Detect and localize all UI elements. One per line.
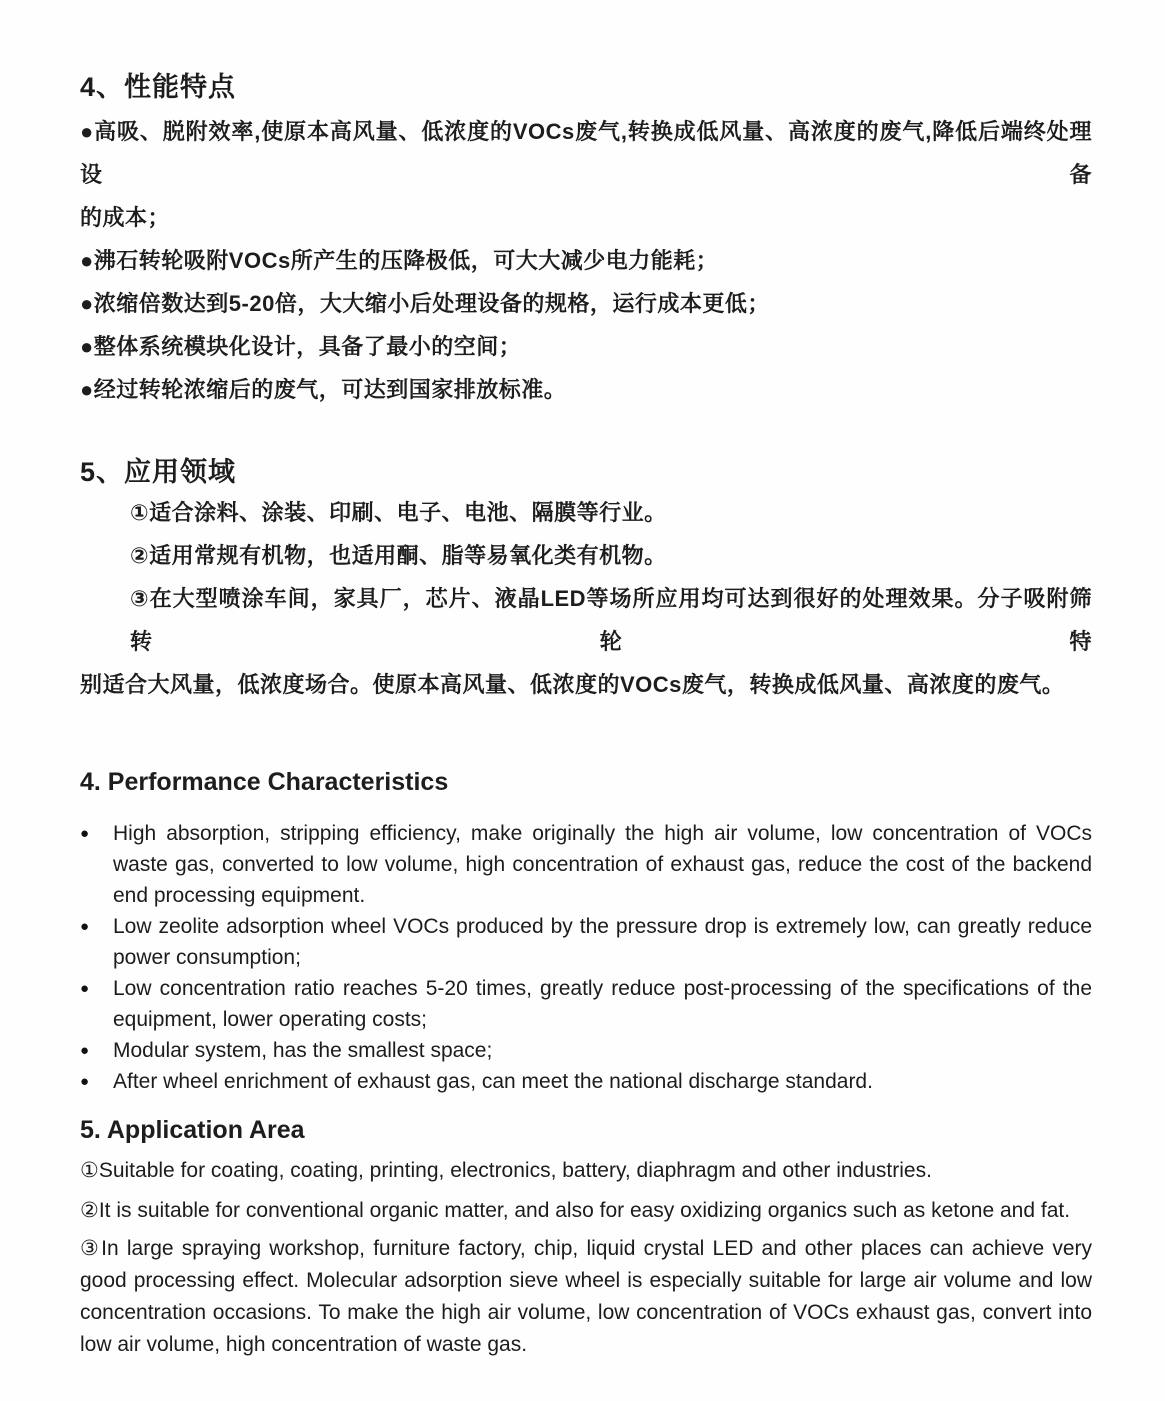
en-application-heading: 5. Application Area (80, 1116, 305, 1144)
en-app-item-3-line-2: good processing effect. Molecular adsorption sieve wheel is especially suitable for large air volume and low (80, 1269, 1092, 1292)
list-item (80, 911, 1092, 973)
en-application-list (80, 1155, 1092, 1361)
en-perf-bullet-5 (113, 1066, 1092, 1097)
en-perf-bullet-2-line-2: power consumption; (113, 946, 301, 969)
cn-performance-list (80, 110, 1092, 411)
cn-app-item-3-line-2: 别适合大风量，低浓度场合。使原本高风量、低浓度的VOCs废气，转换成低风量、高浓度的废气。 (80, 672, 1065, 697)
bullet-icon: ● (80, 1073, 90, 1090)
cn-perf-bullet-1-line-1: ●高吸、脱附效率,使原本高风量、低浓度的VOCs废气,转换成低风量、高浓度的废气,降低后端终处理设备 (80, 119, 1092, 187)
en-perf-bullet-1-line-2: waste gas, converted to low volume, high concentration of exhaust gas, reduce the cost of the backend (113, 853, 1092, 876)
cn-perf-bullet-1-line-2: 的成本； (80, 205, 171, 230)
bullet-icon: ● (80, 918, 90, 935)
en-perf-bullet-2 (113, 911, 1092, 973)
list-item (80, 1035, 1092, 1066)
en-perf-bullet-4-line-1: Modular system, has the smallest space; (113, 1039, 493, 1062)
bullet-icon: ● (80, 980, 90, 997)
cn-app-item-1: ①适合涂料、涂装、印刷、电子、电池、隔膜等行业。 (130, 500, 667, 525)
en-app-item-1: ①Suitable for coating, coating, printing, electronics, battery, diaphragm and other industries. (80, 1159, 932, 1182)
en-app-item-3-line-4: low air volume, high concentration of waste gas. (80, 1333, 528, 1356)
en-app-item-3-line-1: ③In large spraying workshop, furniture factory, chip, liquid crystal LED and other places can achieve very (80, 1237, 1092, 1260)
list-item (80, 1155, 1092, 1187)
en-performance-list (80, 818, 1092, 1097)
en-perf-bullet-1-line-3: end processing equipment. (113, 884, 366, 907)
cn-app-item-3-line-1: ③在大型喷涂车间，家具厂，芯片、液晶LED等场所应用均可达到很好的处理效果。分子吸附筛转轮特 (130, 586, 1092, 654)
en-perf-bullet-3-line-1: Low concentration ratio reaches 5-20 times, greatly reduce post-processing of the specifications of the (113, 977, 1092, 1000)
en-app-item-2: ②It is suitable for conventional organic matter, and also for easy oxidizing organics such as ketone and fat. (80, 1199, 1071, 1222)
list-item (80, 973, 1092, 1035)
list-item (80, 1233, 1092, 1361)
cn-app-item-2: ②适用常规有机物，也适用酮、脂等易氧化类有机物。 (130, 543, 667, 568)
list-item (80, 818, 1092, 911)
list-item (80, 1066, 1092, 1097)
list-item (80, 1195, 1092, 1227)
en-performance-heading: 4. Performance Characteristics (80, 768, 449, 796)
en-perf-bullet-1-line-1: High absorption, stripping efficiency, make originally the high air volume, low concentration of VOCs (113, 822, 1092, 845)
cn-perf-bullet-2: ●沸石转轮吸附VOCs所产生的压降极低，可大大减少电力能耗； (80, 248, 719, 273)
bullet-icon: ● (80, 825, 90, 842)
en-perf-bullet-1 (113, 818, 1092, 911)
cn-perf-bullet-4: ●整体系统模块化设计，具备了最小的空间； (80, 334, 522, 359)
en-app-item-3-line-3: concentration occasions. To make the high air volume, low concentration of VOCs exhaust gas, convert into (80, 1301, 1092, 1324)
bullet-icon: ● (80, 1042, 90, 1059)
en-perf-bullet-4 (113, 1035, 1092, 1066)
en-perf-bullet-5-line-1: After wheel enrichment of exhaust gas, can meet the national discharge standard. (113, 1070, 873, 1093)
en-perf-bullet-3 (113, 973, 1092, 1035)
cn-perf-bullet-3: ●浓缩倍数达到5-20倍，大大缩小后处理设备的规格，运行成本更低； (80, 291, 770, 316)
cn-performance-heading: 4、性能特点 (80, 72, 237, 102)
cn-application-list (80, 491, 1092, 706)
cn-application-heading: 5、应用领域 (80, 457, 237, 487)
en-perf-bullet-3-line-2: equipment, lower operating costs; (113, 1008, 428, 1031)
cn-perf-bullet-5: ●经过转轮浓缩后的废气，可达到国家排放标准。 (80, 377, 567, 402)
en-perf-bullet-2-line-1: Low zeolite adsorption wheel VOCs produced by the pressure drop is extremely low, can greatly reduce (113, 915, 1092, 938)
